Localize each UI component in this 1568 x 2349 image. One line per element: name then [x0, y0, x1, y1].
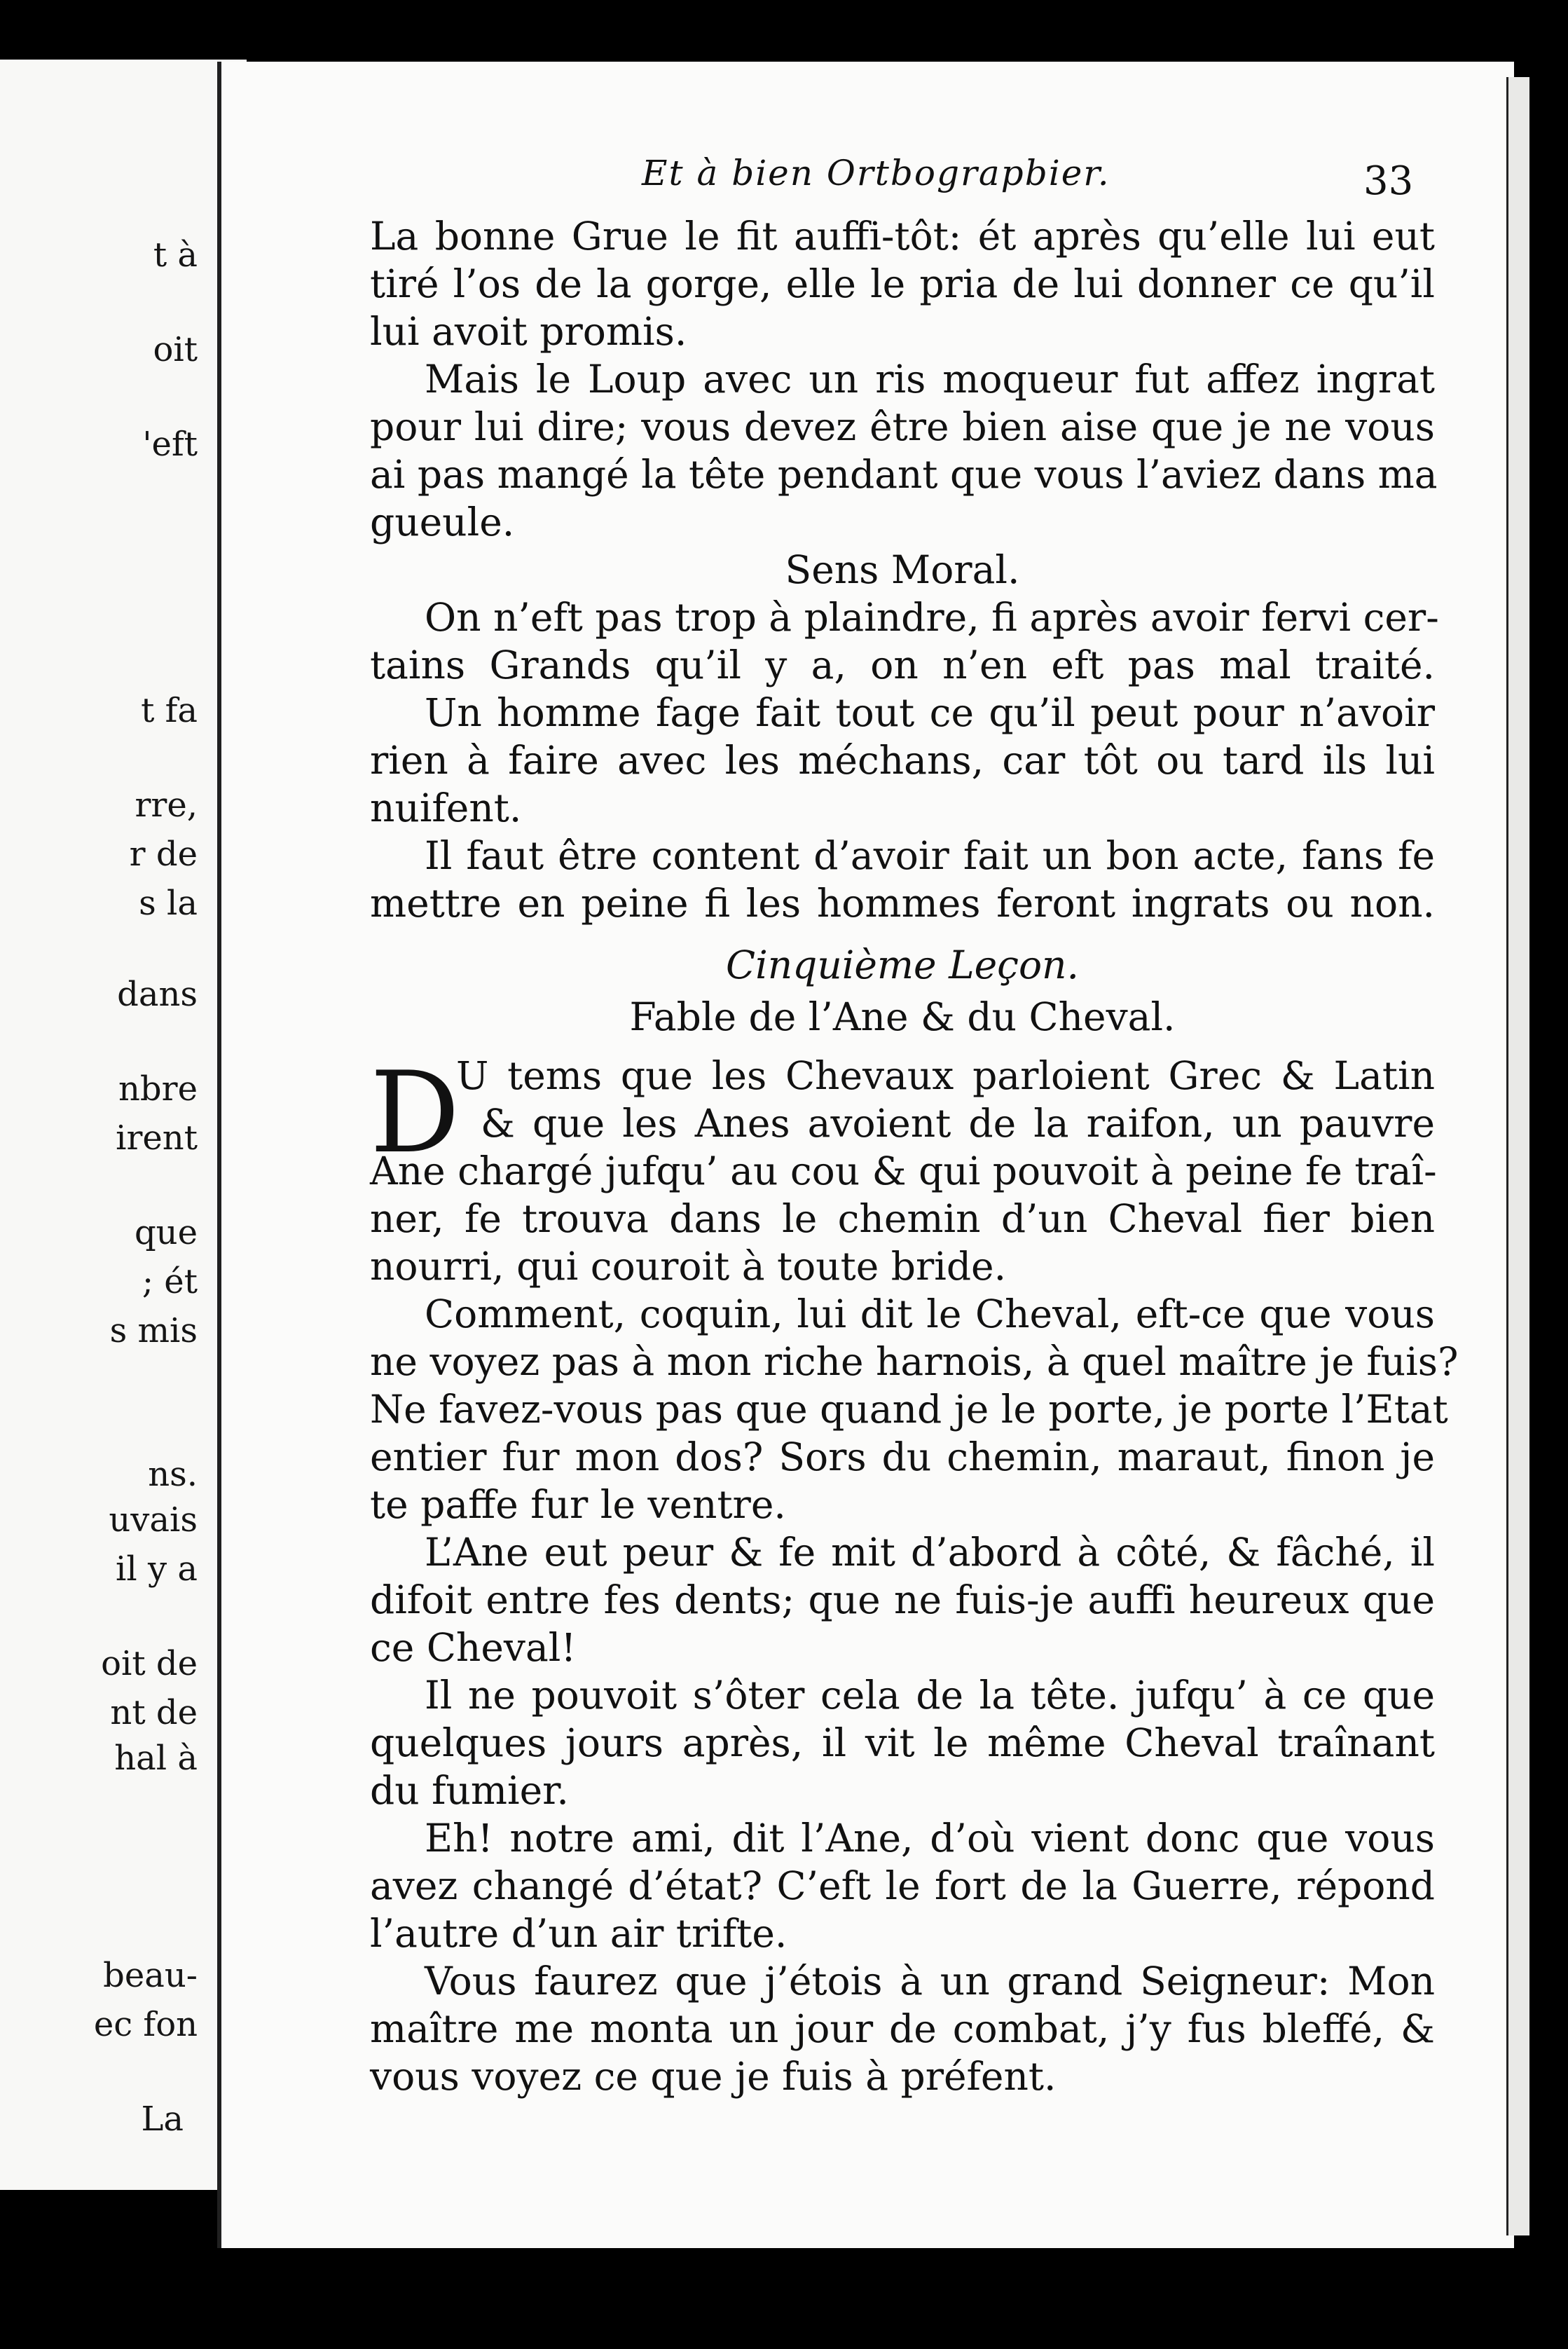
left-page-fragment [0, 60, 247, 2190]
text-line: gueule. [370, 500, 515, 545]
fable-title: Fable de l’Ane & du Cheval. [629, 994, 1176, 1039]
left-fragment: 'eft [142, 425, 198, 464]
left-fragment: ns. [148, 1455, 198, 1494]
text-line: du fumier. [370, 1768, 569, 1813]
text-line: U tems que les Chevaux parloient Grec & Latin [456, 1053, 1435, 1098]
text-line: Eh! notre ami, dit l’Ane, d’où vient donc que vous [425, 1816, 1435, 1861]
drop-cap: D [370, 1047, 460, 1178]
left-fragment: nbre [118, 1069, 198, 1109]
text-line: Un homme fage fait tout ce qu’il peut pour n’avoir [425, 690, 1435, 735]
text-line: avez changé d’état? C’eft le fort de la Guerre, répond [370, 1863, 1435, 1908]
left-fragment: oit de [101, 1644, 198, 1683]
text-line: pour lui dire; vous devez être bien aise que je ne vous [370, 404, 1435, 449]
text-line: tains Grands qu’il y a, on n’en eft pas mal traité. [370, 643, 1435, 687]
text-line: tiré l’os de la gorge, elle le pria de lui donner ce qu’il [370, 261, 1435, 306]
text-line: te paffe fur le ventre. [370, 1482, 786, 1527]
left-fragment: s la [139, 884, 198, 923]
text-line: vous voyez ce que je fuis à préfent. [370, 2054, 1057, 2099]
lesson-heading: Cinquième Leçon. [726, 943, 1079, 987]
text-line: rien à faire avec les méchans, car tôt ou tard ils lui [370, 738, 1435, 783]
text-line: difoit entre fes dents; que ne fuis-je auffi heureux que [370, 1577, 1435, 1622]
page-edge [1506, 77, 1529, 2235]
text-line: On n’eft pas trop à plaindre, fi après avoir fervi cer- [425, 595, 1439, 640]
text-line: ai pas mangé la tête pendant que vous l’aviez dans ma [370, 452, 1438, 497]
left-fragment: dans [117, 975, 198, 1014]
text-line: Il ne pouvoit s’ôter cela de la tête. jufqu’ à ce que [425, 1673, 1435, 1718]
left-fragment: t à [153, 235, 198, 275]
left-fragment: r de [129, 835, 198, 874]
text-line: ce Cheval! [370, 1625, 577, 1670]
left-fragment: hal à [114, 1739, 198, 1778]
text-line: lui avoit promis. [370, 309, 687, 354]
section-heading: Sens Moral. [785, 547, 1020, 592]
left-fragment: rre, [135, 786, 198, 825]
page-number: 33 [1363, 158, 1414, 204]
left-fragment: oit [153, 330, 198, 369]
text-line: Ne favez-vous pas que quand je le porte, je porte l’Etat [370, 1387, 1448, 1432]
left-fragment: il y a [116, 1549, 198, 1589]
left-fragment: La [141, 2100, 184, 2139]
text-line: La bonne Grue le fit auffi-tôt: ét après qu’elle lui eut [370, 214, 1435, 259]
text-line: Mais le Loup avec un ris moqueur fut affez ingrat [425, 357, 1435, 402]
text-line: Comment, coquin, lui dit le Cheval, eft-ce que vous [425, 1292, 1435, 1336]
text-line: l’autre d’un air trifte. [370, 1911, 788, 1956]
text-line: nourri, qui couroit à toute bride. [370, 1244, 1007, 1289]
left-fragment: t fa [141, 691, 198, 730]
text-line: Vous faurez que j’étois à un grand Seigneur: Mon [425, 1959, 1435, 2004]
left-fragment: que [134, 1213, 198, 1252]
text-line: Ane chargé jufqu’ au cou & qui pouvoit à peine fe traî- [370, 1149, 1437, 1193]
text-line: ne voyez pas à mon riche harnois, à quel maître je fuis? [370, 1339, 1459, 1384]
text-line: L’Ane eut peur & fe mit d’abord à côté, & fâché, il [425, 1530, 1435, 1575]
text-line: maître me monta un jour de combat, j’y fus bleffé, & [370, 2006, 1435, 2051]
left-fragment: nt de [110, 1693, 198, 1732]
text-line: quelques jours après, il vit le même Cheval traînant [370, 1720, 1435, 1765]
text-line: ner, fe trouva dans le chemin d’un Cheval fier bien [370, 1196, 1435, 1241]
right-page [217, 62, 1514, 2248]
text-line: nuifent. [370, 786, 522, 830]
left-fragment: uvais [109, 1500, 198, 1540]
text-line: mettre en peine fi les hommes feront ingrats ou non. [370, 881, 1435, 926]
left-fragment: s mis [109, 1311, 198, 1350]
text-line: entier fur mon dos? Sors du chemin, maraut, finon je [370, 1434, 1435, 1479]
left-fragment: ec fon [93, 2005, 198, 2044]
left-fragment: beau- [103, 1956, 198, 1995]
left-fragment: ; ét [142, 1262, 198, 1301]
left-fragment: irent [116, 1118, 198, 1158]
running-head: Et à bien Ortbograpbier. [642, 153, 1110, 193]
text-line: Il faut être content d’avoir fait un bon acte, fans fe [425, 833, 1435, 878]
text-line: & que les Anes avoient de la raifon, un pauvre [481, 1101, 1435, 1146]
